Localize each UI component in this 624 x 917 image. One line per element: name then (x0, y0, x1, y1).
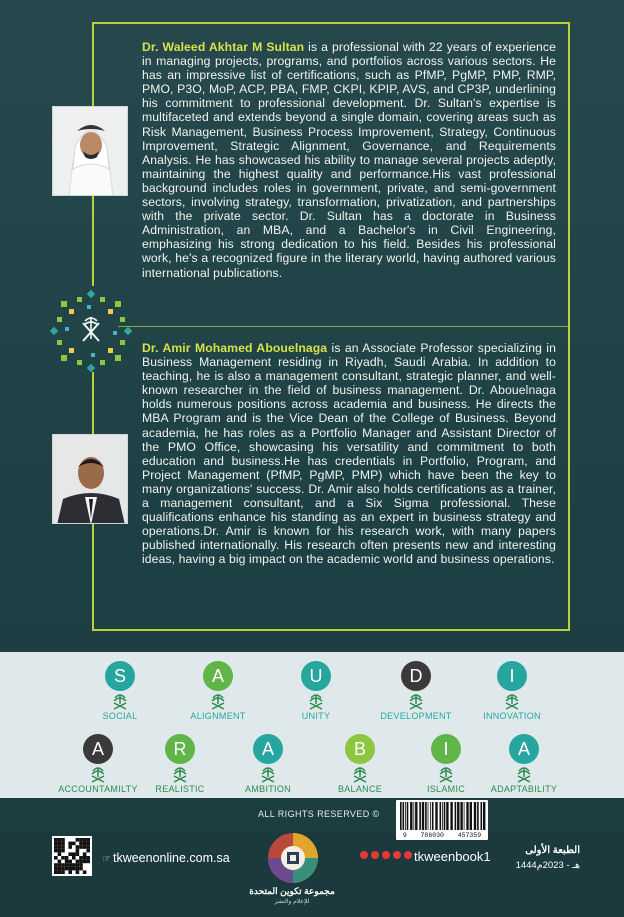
value-label: BALANCE (337, 784, 383, 794)
value-alignment (163, 661, 273, 721)
value-label: AMBITION (245, 784, 291, 794)
palm-swords-icon (516, 765, 532, 783)
isbn-digits (396, 832, 488, 839)
palm-swords-icon (112, 692, 128, 710)
palm-swords-icon (210, 692, 226, 710)
snapchat-icon[interactable] (404, 851, 412, 859)
value-label: ADAPTABILITY (490, 784, 558, 794)
website-link[interactable] (102, 851, 230, 865)
qr-code-icon[interactable] (52, 836, 92, 876)
value-social (65, 661, 175, 721)
author2-photo (52, 434, 128, 524)
value-label: SOCIAL (102, 711, 138, 721)
publisher-logo-icon (265, 830, 321, 886)
isbn-group1: 786030 (420, 832, 444, 839)
value-label: ISLAMIC (426, 784, 466, 794)
palm-swords-icon (408, 692, 424, 710)
author2-bio-text: is an Associate Professor specializing in Business Management residing in Riyadh, Saudi Arabia. In addition to teaching, he is also a management consultant, strategic planner, and well-known researcher in the field of business management. Dr. Abouelnaga holds numerous positions across academia and business. He directs the MBA Program and is the Vice Dean of the College of Business. Beyond academia, he has roles as a Portfolio Manager and Assistant Director of the PMO Office, showcasing his versatility and commitment to both education and business.He has credentials in Portfolio, Program, and Project Management (PfMP, PgMP, PMP) which have been the key to many organizations' success. Dr. Amir also holds certifications as a trainer, a management consultant, and a Six Sigma professional. These qualifications enhance his standing as an expert in business strategy and operations.Dr. Amir is known for his research work, with many papers published internationally. His research often presents new and interesting ideas, having a big impact on the academic world and business operations. (142, 341, 556, 567)
website-text: tkweenonline.com.sa (112, 851, 230, 865)
author1-photo (52, 106, 128, 196)
frame-line-top (92, 22, 570, 24)
social-media-icons (360, 851, 412, 859)
value-letter-circle: A (509, 734, 539, 764)
author2-bio (142, 341, 556, 567)
palm-swords-icon (504, 692, 520, 710)
value-label: INNOVATION (483, 711, 541, 721)
rights-reserved: ALL RIGHTS RESERVED © (258, 809, 380, 819)
value-letter-circle: R (165, 734, 195, 764)
value-label: UNITY (301, 711, 331, 721)
edition-label: الطبعة الأولى (525, 845, 580, 856)
publisher-subtitle: للإعلام والنشر (274, 899, 310, 905)
author1-name: Dr. Waleed Akhtar M Sultan (142, 40, 305, 54)
author2-name: Dr. Amir Mohamed Abouelnaga (142, 341, 328, 355)
value-unity (261, 661, 371, 721)
palm-swords-icon (260, 765, 276, 783)
author1-bio-text: is a professional with 22 years of experience in managing projects, programs, and portfolios across various sectors. He has an impressive list of certifications, such as PfMP, PgMP, PMP, RMP, PMO, P3O, MoP, ACP, PBA, FMP, CKPI, KPIP, AVS, and CP3P, underlining his commitment to professional development. Dr. Sultan's expertise is multifaceted and extends beyond a single domain, covering areas such as Risk Management, Business Process Improvement, Strategy, Continuous Improvement, Strategic Alignment, Governance, and Requirements Analysis. He has showcased his ability to manage several projects adeptly, maintaining the highest quality and performance.His vast professional background includes roles in government, private, and semi-government sectors, involving strategy, transformation, privatization, and partnerships with the private sector. Dr. Sultan has a doctorate in Business Administration, an MBA, and a Bachelor's in Civil Engineering, emphasizing his strong dedication to his field. Besides his professional work, he's a recognized figure in the literary world, having authored various international publications. (142, 40, 556, 280)
instagram-icon[interactable] (393, 851, 401, 859)
youtube-icon[interactable] (360, 851, 368, 859)
author1-bio (142, 40, 556, 280)
frame-line-bottom (92, 629, 570, 631)
isbn-group2: 457359 (457, 832, 482, 839)
value-letter-circle: D (401, 661, 431, 691)
value-label: DEVELOPMENT (380, 711, 452, 721)
isbn-prefix: 9 (402, 832, 407, 839)
twitter-icon[interactable] (371, 851, 379, 859)
value-letter-circle: A (203, 661, 233, 691)
value-adaptability (469, 734, 579, 794)
value-innovation (457, 661, 567, 721)
value-label: REALISTIC (155, 784, 205, 794)
frame-line-divider (118, 326, 570, 327)
value-letter-circle: A (83, 734, 113, 764)
facebook-icon[interactable] (382, 851, 390, 859)
pointer-icon: ☞ (102, 854, 111, 865)
barcode-icon (396, 800, 488, 840)
palm-swords-icon (352, 765, 368, 783)
value-letter-circle: S (105, 661, 135, 691)
palm-swords-icon (438, 765, 454, 783)
saudi-emblem-icon (48, 288, 134, 374)
value-development (361, 661, 471, 721)
palm-swords-icon (90, 765, 106, 783)
value-letter-circle: A (253, 734, 283, 764)
edition-year: 1444هـ - 2023م (515, 860, 580, 871)
palm-swords-icon (308, 692, 324, 710)
value-letter-circle: I (431, 734, 461, 764)
value-label: ACCOUNTAMILTY (58, 784, 138, 794)
value-label: ALIGNMENT (190, 711, 246, 721)
value-letter-circle: U (301, 661, 331, 691)
palm-swords-icon (172, 765, 188, 783)
social-handle[interactable]: tkweenbook1 (414, 849, 491, 864)
value-letter-circle: B (345, 734, 375, 764)
publisher-name: مجموعة تكوين المتحدة (249, 886, 335, 896)
value-letter-circle: I (497, 661, 527, 691)
